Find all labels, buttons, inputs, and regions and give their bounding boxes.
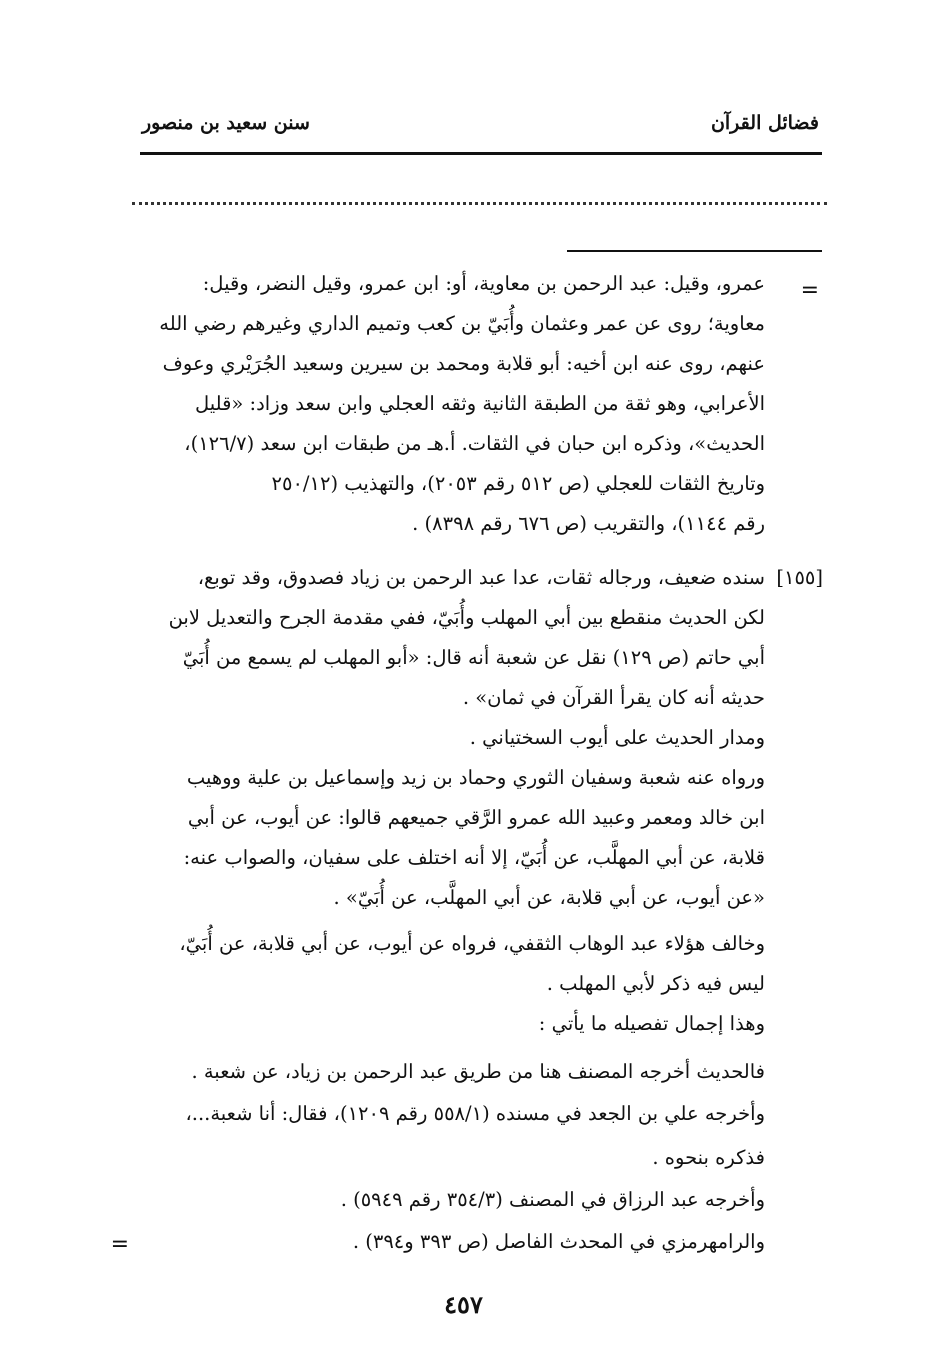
running-title-right: فضائل القرآن — [710, 112, 819, 134]
footnote-line: عنهم، روى عنه ابن أخيه: أبو قلابة ومحمد بن سيرين وسعيد الجُرَيْري وعوف — [162, 352, 765, 375]
note-line: وهذا إجمال تفصيله ما يأتي : — [538, 1012, 765, 1035]
header-rule — [140, 152, 822, 155]
note-line: والرامهرمزي في المحدث الفاصل (ص ٣٩٣ و٣٩٤) . — [352, 1230, 765, 1253]
note-number: [١٥٥] — [776, 566, 823, 589]
note-line: ورواه عنه شعبة وسفيان الثوري وحماد بن زيد وإسماعيل بن علية ووهيب — [186, 766, 765, 789]
footnote-line: الحديث»، وذكره ابن حبان في الثقات. أ.هـ من طبقات ابن سعد (١٢٦/٧)، — [184, 432, 765, 455]
note-line: حديثه أنه كان يقرأ القرآن في ثمان» . — [462, 686, 765, 709]
note-line: وأخرجه علي بن الجعد في مسنده (٥٥٨/١ رقم ١٢٠٩)، فقال: أنا شعبة...، — [185, 1102, 765, 1125]
note-line: فالحديث أخرجه المصنف هنا من طريق عبد الرحمن بن زياد، عن شعبة . — [191, 1060, 765, 1083]
note-line: سنده ضعيف، ورجاله ثقات، عدا عبد الرحمن بن زياد فصدوق، وقد توبع، — [197, 566, 765, 589]
footnote-line: عمرو، وقيل: عبد الرحمن بن معاوية، أو: ابن عمرو، وقيل النضر، وقيل: — [202, 272, 765, 295]
note-line: وأخرجه عبد الرزاق في المصنف (٣٥٤/٣ رقم ٥٩٤٩) . — [340, 1188, 765, 1211]
note-line: أبي حاتم (ص ١٢٩) نقل عن شعبة أنه قال: «أبو المهلب لم يسمع من أُبَيّ — [182, 646, 765, 669]
page-number: ٤٥٧ — [444, 1290, 483, 1319]
note-line: فذكره بنحوه . — [652, 1146, 765, 1169]
note-line: وخالف هؤلاء عبد الوهاب الثقفي، فرواه عن أيوب، عن أبي قلابة، عن أُبَيّ، — [179, 932, 765, 955]
dotted-separator — [132, 202, 827, 205]
note-line: قلابة، عن أبي المهلَّب، عن أُبَيّ، إلا أنه اختلف على سفيان، والصواب عنه: — [183, 846, 765, 869]
footnote-line: رقم ١١٤٤)، والتقريب (ص ٦٧٦ رقم ٨٣٩٨) . — [412, 512, 765, 535]
running-title-left: سنن سعيد بن منصور — [142, 112, 310, 134]
footnote-line: الأعرابي، وهو ثقة من الطبقة الثانية وثقه العجلي وابن سعد وزاد: «قليل — [194, 392, 765, 415]
continuation-mark-bottom: = — [110, 1232, 129, 1257]
footnote-line: معاوية؛ روى عن عمر وعثمان وأُبَيّ بن كعب وتميم الداري وغيرهم رضي الله — [159, 312, 765, 335]
footnote-rule — [567, 250, 822, 252]
footnote-line: وتاريخ الثقات للعجلي (ص ٥١٢ رقم ٢٠٥٣)، والتهذيب (٢٥٠/١٢ — [271, 472, 765, 495]
note-line: لكن الحديث منقطع بين أبي المهلب وأُبَيّ، ففي مقدمة الجرح والتعديل لابن — [168, 606, 765, 629]
note-line: ليس فيه ذكر لأبي المهلب . — [546, 972, 765, 995]
continuation-mark-top: = — [800, 278, 819, 303]
note-line: ابن خالد ومعمر وعبيد الله عمرو الرَّقي جميعهم قالوا: عن أيوب، عن أبي — [187, 806, 765, 829]
note-line: ومدار الحديث على أيوب السختياني . — [469, 726, 765, 749]
note-line: «عن أيوب، عن أبي قلابة، عن أبي المهلَّب، عن أُبَيّ» . — [333, 886, 765, 909]
